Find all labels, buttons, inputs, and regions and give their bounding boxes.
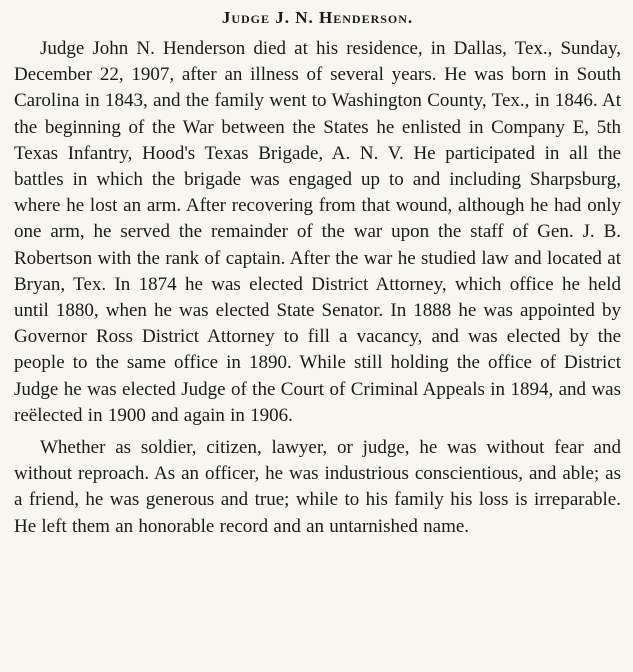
article-title: Judge J. N. Henderson. <box>221 8 414 27</box>
article-paragraph-1: Judge John N. Henderson died at his residence, in Dallas, Tex., Sunday, December 22, 1907, after an illness of several years. He was born in South Carolina in 1843, and the family went to Washington County, Tex., in 1846. At the beginning of the War between the States he enlisted in Company E, 5th Texas Infantry, Hood's Texas Brigade, A. N. V. He participated in all the battles in which the brigade was engaged up to and including Sharpsburg, where he lost an arm. After recovering from that wound, although he had only one arm, he served the remainder of the war upon the staff of Gen. J. B. Robertson with the rank of captain. After the war he studied law and located at Bryan, Tex. In 1874 he was elected District Attorney, which office he held until 1880, when he was elected State Senator. In 1888 he was appointed by Governor Ross District Attorney to fill a vacancy, and was elected by the people to the same office in 1890. While still holding the office of District Judge he was elected Judge of the Court of Criminal Appeals in 1894, and was reëlected in 1900 and again in 1906. <box>14 38 621 426</box>
article-paragraph-2: Whether as soldier, citizen, lawyer, or judge, he was without fear and without reproach. As an officer, he was industrious conscientious, and able; as a friend, he was generous and true; while to his family his loss is irreparable. He left them an honorable record and an untarnished name. <box>14 437 621 537</box>
